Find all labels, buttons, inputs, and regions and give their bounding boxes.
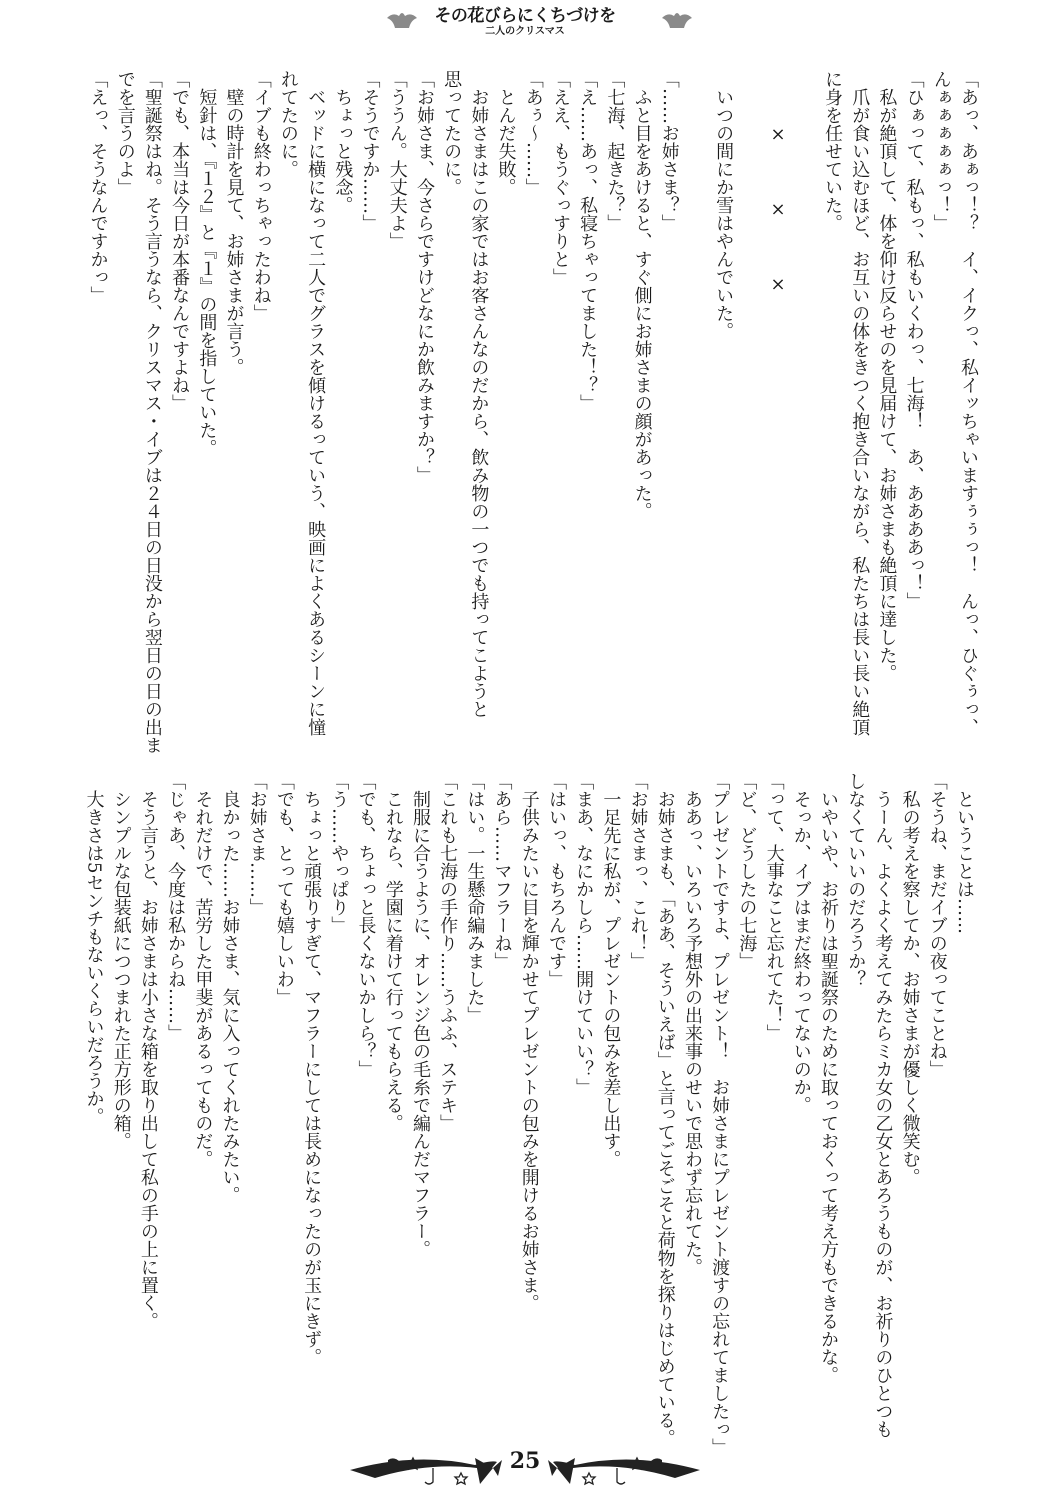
- text-line: 「えっ、そうなんですかっ」: [87, 70, 109, 304]
- text-line: 「……お姉さま？」: [658, 70, 680, 232]
- text-line: 「お姉さまっ、これ！」: [627, 772, 649, 970]
- text-line: んぁぁぁぁぁっ！」: [930, 70, 952, 232]
- text-line: これなら、学園に着けて行ってもらえる。: [382, 772, 404, 1132]
- text-line: ということは……: [954, 772, 975, 934]
- text-line: 「お姉さま……」: [246, 772, 268, 916]
- page-number: 25: [509, 1448, 541, 1474]
- text-line: 思ってたのに。: [441, 70, 463, 196]
- text-line: 良かった……お姉さま、気に入ってくれたみたい。: [219, 772, 241, 1204]
- text-line: 「ええ、もうぐっすりと」: [549, 70, 571, 286]
- text-line: 「はいっ、もちろんです」: [545, 772, 567, 988]
- text-line: 「ううん。大丈夫よ」: [386, 70, 408, 250]
- text-line: 「これも七海の手作り……うふふ、ステキ」: [437, 772, 459, 1132]
- text-line: × × ×: [767, 70, 789, 295]
- text-line: 「あぅ～……」: [522, 70, 544, 196]
- text-line: ベッドに横になって二人でグラスを傾けるっていう、映画によくあるシーンに憧: [305, 70, 327, 736]
- text-line: れてたのに。: [277, 70, 299, 178]
- text-line: ふと目をあけると、すぐ側にお姉さまの顔があった。: [631, 70, 653, 520]
- bell-ornament-icon: [660, 8, 694, 32]
- bell-ornament-icon: [385, 8, 419, 32]
- text-line: 壁の時計を見て、お姉さまが言う。: [223, 70, 245, 376]
- text-line: いやいや、お祈りは聖誕祭のために取っておくって考え方もできるかな。: [817, 772, 839, 1384]
- text-line: でを言うのよ」: [114, 70, 136, 196]
- text-line: 「え……あっ、私寝ちゃってました！？」: [577, 70, 599, 412]
- text-line: そっか、イブはまだ終わってないのか。: [790, 772, 812, 1114]
- text-line: 「七海、起きた？」: [604, 70, 626, 232]
- book-title: その花びらにくちづけを: [434, 6, 616, 26]
- text-line: 「う……やっぱり」: [328, 772, 350, 934]
- text-line: ちょっと残念。: [332, 70, 354, 214]
- text-line: 「はい。一生懸命編みました」: [464, 772, 486, 1024]
- text-line: そう言うと、お姉さまは小さな箱を取り出して私の手の上に置く。: [137, 772, 159, 1330]
- text-line: 爪が食い込むほど、お互いの体をきつく抱き合いながら、私たちは長い長い絶頂: [849, 70, 871, 736]
- text-line: 「でも、本当は今日が本番なんですよね」: [169, 70, 191, 412]
- text-line: 私が絶頂して、体を仰け反らせのを見届けて、お姉さまも絶頂に達した。: [876, 70, 898, 682]
- text-line: 一足先に私が、プレゼントの包みを差し出す。: [600, 772, 622, 1168]
- text-line: シンプルな包装紙につつまれた正方形の箱。: [110, 772, 132, 1150]
- text-line: しなくていいのだろうか？: [845, 772, 867, 988]
- text-line: お姉さまはこの家ではお客さんなのだから、飲み物の一つでも持ってこようと: [468, 70, 490, 718]
- chapter-title: 二人のクリスマス: [485, 26, 565, 37]
- blank-line: [683, 70, 710, 760]
- blank-line: [737, 70, 764, 760]
- text-line: 「じゃあ、今度は私からね……」: [165, 772, 187, 1042]
- text-line: 「そうですか……」: [359, 70, 381, 232]
- text-line: ああっ、いろいろ予想外の出来事のせいで思わず忘れてた。: [681, 772, 703, 1276]
- text-line: 「あら……マフラーね」: [491, 772, 513, 970]
- blank-line: [792, 70, 819, 760]
- text-line: 「あっ、あぁっ！？ イ、イクっ、私イッちゃいますぅぅっ！ んっ、ひぐぅっ、: [958, 70, 979, 736]
- text-line: 「そうね、まだイブの夜ってことね」: [926, 772, 948, 1078]
- text-line: 大きさは5センチもないくらいだろうか。: [83, 772, 105, 1126]
- running-header: [0, 6, 1050, 37]
- text-line: うーん、よくよく考えてみたらミカ女の乙女とあろうものが、お祈りのひとつも: [872, 772, 894, 1438]
- text-block-upper: [84, 70, 982, 760]
- text-line: 「聖誕祭はね。そう言うなら、クリスマス・イブは２４日の日没から翌日の日の出ま: [141, 70, 163, 754]
- text-line: 「プレゼントですよ、プレゼント！ お姉さまにプレゼント渡すの忘れてましたっ」: [709, 772, 731, 1456]
- text-line: 「ひぁって、私もっ、私もいくわっ、七海！ あ、ああああっ！」: [903, 70, 925, 610]
- text-line: 「でも、とっても嬉しいわ」: [273, 772, 295, 1006]
- text-line: 「まあ、なにかしら……開けていい？」: [573, 772, 595, 1096]
- text-line: それだけで、苦労した甲斐があるってものだ。: [192, 772, 214, 1168]
- text-line: 制服に合うように、オレンジ色の毛糸で編んだマフラー。: [409, 772, 431, 1258]
- text-line: お姉さまも、「ああ、そういえば」と言ってごそごそと荷物を探りはじめている。: [654, 772, 676, 1447]
- text-line: 「って、大事なこと忘れてた！」: [763, 772, 785, 1042]
- text-line: 「イブも終わっちゃったわね」: [250, 70, 272, 322]
- text-line: 「でも、ちょっと長くないかしら？」: [355, 772, 377, 1078]
- text-line: 「ど、どうしたの七海」: [736, 772, 758, 970]
- text-line: ちょっと頑張りすぎて、マフラーにしては長めになったのが玉にきず。: [301, 772, 323, 1366]
- text-line: 「お姉さま、今さらですけどなにか飲みますか？」: [413, 70, 435, 484]
- text-line: 短針は、『１２』と『１』の間を指していた。: [196, 70, 218, 457]
- text-line: いつの間にか雪はやんでいた。: [713, 70, 735, 340]
- text-line: に身を任せていた。: [821, 70, 843, 232]
- text-block-lower: [80, 772, 978, 1462]
- text-line: 子供みたいに目を輝かせてプレゼントの包みを開けるお姉さま。: [518, 772, 540, 1312]
- text-line: 私の考えを察してか、お姉さまが優しく微笑む。: [899, 772, 921, 1186]
- text-line: とんだ失敗。: [495, 70, 517, 196]
